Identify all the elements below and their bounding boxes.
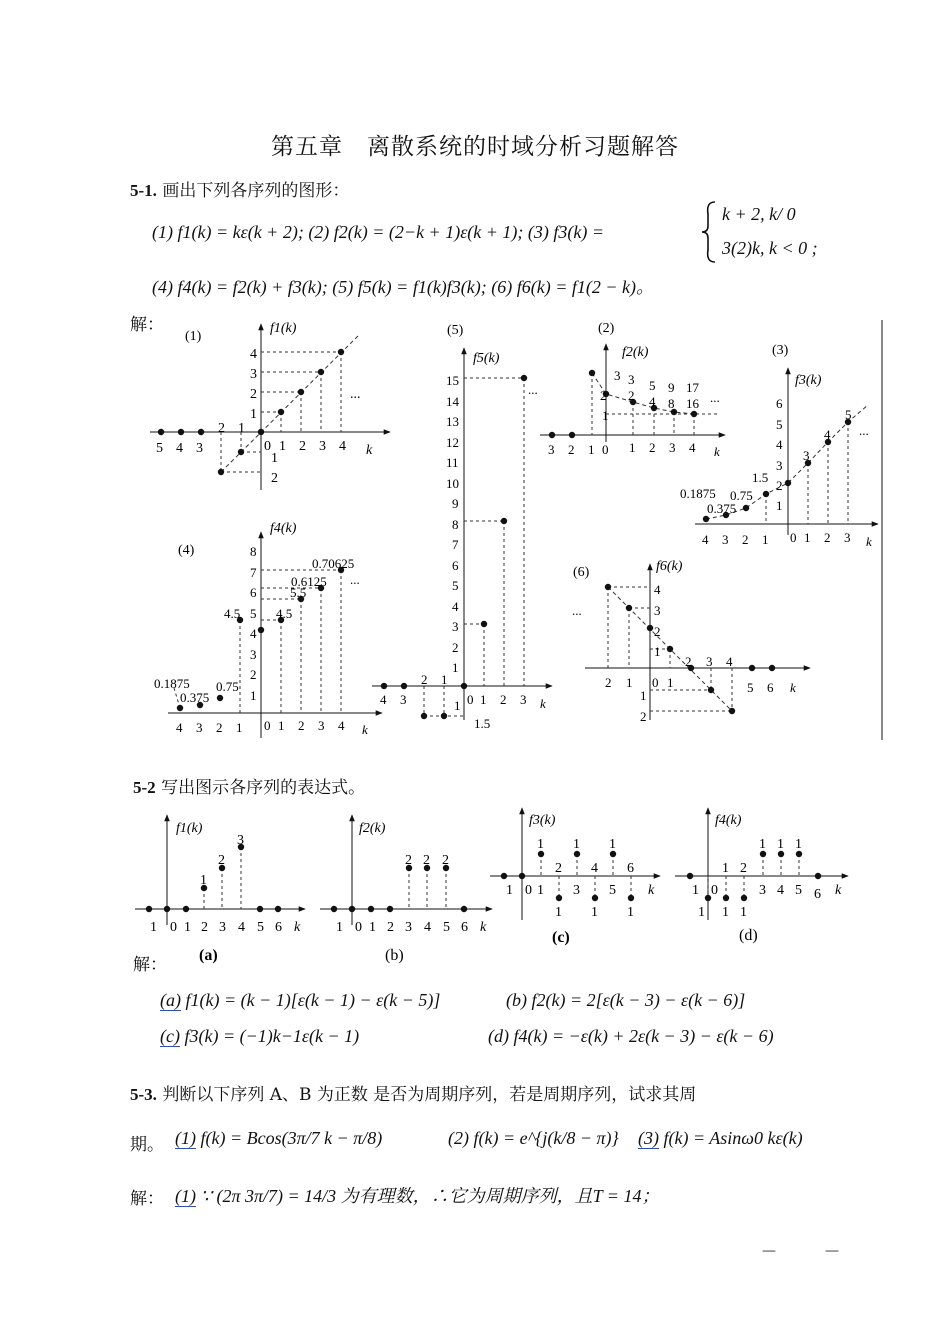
svg-text:9: 9 — [452, 496, 459, 511]
svg-text:1: 1 — [759, 837, 766, 852]
item-1: (1) f(k) = Bcos(3π/7 k − π/8) — [175, 1128, 383, 1148]
svg-text:2: 2 — [452, 640, 459, 655]
svg-text:3: 3 — [844, 530, 851, 545]
svg-text:6: 6 — [250, 585, 257, 600]
plot-1-tag: (1) — [185, 329, 202, 344]
svg-text:3: 3 — [318, 718, 325, 733]
figure-5-2 — [130, 800, 860, 964]
svg-text:k: k — [362, 722, 368, 737]
svg-text:0: 0 — [264, 439, 271, 454]
svg-text:2: 2 — [568, 442, 575, 457]
svg-text:8: 8 — [250, 544, 257, 559]
plot-b — [320, 815, 492, 935]
problem-number: 5-1. — [130, 181, 157, 200]
plot-4-tag: (4) — [178, 543, 195, 558]
svg-text:1: 1 — [236, 720, 243, 735]
problem-text: 写出图示各序列的表达式。 — [161, 778, 366, 798]
svg-text:16: 16 — [686, 396, 699, 411]
svg-text:1: 1 — [762, 532, 769, 547]
svg-text:2: 2 — [423, 853, 430, 868]
svg-text:4: 4 — [591, 861, 598, 876]
svg-text:3: 3 — [250, 647, 257, 662]
svg-text:5: 5 — [257, 920, 264, 935]
svg-text:1: 1 — [776, 498, 783, 513]
svg-text:1: 1 — [200, 873, 207, 888]
svg-text:1: 1 — [279, 439, 286, 454]
svg-text:3: 3 — [654, 603, 661, 618]
svg-text:2: 2 — [387, 920, 394, 935]
tag-d: (d) — [739, 927, 758, 944]
svg-text:...: ... — [572, 603, 582, 618]
svg-text:...: ... — [859, 423, 869, 438]
problem-5-2-heading — [133, 773, 365, 798]
answer-a: (a) f1(k) = (k − 1)[ε(k − 1) − ε(k − 5)] — [160, 990, 441, 1010]
svg-text:1: 1 — [591, 905, 598, 920]
svg-text:4: 4 — [338, 718, 345, 733]
svg-text:4: 4 — [689, 440, 696, 455]
svg-text:3: 3 — [196, 720, 203, 735]
svg-text:k: k — [648, 883, 655, 898]
plot-2-tag: (2) — [598, 321, 615, 336]
solution-label: 解： — [130, 315, 164, 335]
svg-text:2: 2 — [218, 853, 225, 868]
svg-text:4: 4 — [424, 920, 431, 935]
svg-text:4: 4 — [176, 720, 183, 735]
svg-text:3: 3 — [722, 532, 729, 547]
svg-text:3: 3 — [548, 442, 555, 457]
svg-text:12: 12 — [446, 435, 459, 450]
problem-number: 5-3. — [130, 1085, 157, 1104]
svg-text:2: 2 — [605, 675, 612, 690]
svg-text:4: 4 — [250, 626, 257, 641]
svg-text:15: 15 — [446, 373, 459, 388]
plot-c — [490, 808, 660, 920]
svg-text:5: 5 — [776, 417, 783, 432]
svg-text:1: 1 — [454, 698, 461, 713]
svg-text:3: 3 — [706, 654, 713, 669]
svg-text:1: 1 — [278, 718, 285, 733]
svg-text:8: 8 — [452, 517, 459, 532]
svg-text:0: 0 — [525, 883, 532, 898]
svg-text:5: 5 — [443, 920, 450, 935]
svg-text:1.5: 1.5 — [752, 470, 769, 485]
svg-text:4: 4 — [452, 599, 459, 614]
svg-text:4: 4 — [339, 439, 346, 454]
svg-text:0: 0 — [264, 718, 271, 733]
svg-text:0: 0 — [170, 920, 177, 935]
plot-d — [675, 808, 848, 920]
plot-3-tag: (3) — [772, 343, 789, 358]
svg-text:10: 10 — [446, 476, 459, 491]
svg-text:2: 2 — [216, 720, 223, 735]
problem-5-3-heading — [130, 1080, 696, 1105]
svg-text:9: 9 — [668, 380, 675, 395]
svg-text:3: 3 — [237, 833, 244, 848]
svg-text:4: 4 — [654, 582, 661, 597]
plot-5 — [372, 323, 552, 731]
equation-row-2: (4) f4(k) = f2(k) + f3(k); (5) f5(k) = f1(k)f3(k); (6) f6(k) = f1(2 − k)。 — [152, 277, 655, 297]
plot-4-fn: f4(k) — [270, 521, 297, 536]
plot-1 — [150, 321, 390, 490]
svg-text:1: 1 — [369, 920, 376, 935]
svg-text:3: 3 — [776, 458, 783, 473]
svg-text:2: 2 — [824, 530, 831, 545]
svg-text:4: 4 — [777, 883, 784, 898]
solution-label: 解： — [130, 1189, 164, 1209]
svg-text:0.70625: 0.70625 — [312, 556, 355, 571]
footer-mark-right: — — [825, 1243, 839, 1259]
svg-text:2: 2 — [649, 440, 656, 455]
svg-text:...: ... — [350, 387, 361, 402]
svg-text:4.5: 4.5 — [224, 606, 241, 621]
item-3: (3) f(k) = Asinω0 kε(k) — [638, 1128, 803, 1148]
svg-text:f3(k): f3(k) — [529, 813, 556, 828]
plot-6 — [572, 559, 810, 724]
svg-text:6: 6 — [461, 920, 468, 935]
svg-text:2: 2 — [500, 692, 507, 707]
svg-text:2: 2 — [298, 718, 305, 733]
svg-text:1: 1 — [555, 905, 562, 920]
figure-5-1 — [140, 310, 890, 745]
svg-text:1: 1 — [184, 920, 191, 935]
svg-text:1: 1 — [441, 672, 448, 687]
svg-text:5: 5 — [747, 680, 754, 695]
svg-text:1: 1 — [609, 837, 616, 852]
svg-text:2: 2 — [776, 478, 783, 493]
svg-text:2: 2 — [740, 861, 747, 876]
svg-text:k: k — [790, 680, 796, 695]
piecewise-brace-icon — [700, 200, 720, 264]
svg-text:...: ... — [710, 390, 720, 405]
plot-5-fn: f5(k) — [473, 351, 500, 366]
svg-text:5: 5 — [649, 378, 656, 393]
svg-text:4: 4 — [702, 532, 709, 547]
svg-text:6: 6 — [814, 887, 821, 902]
svg-text:2: 2 — [271, 471, 278, 486]
plot-1-fn: f1(k) — [270, 321, 297, 336]
svg-text:1: 1 — [537, 883, 544, 898]
svg-text:3: 3 — [614, 368, 621, 383]
svg-text:1: 1 — [602, 408, 609, 423]
svg-text:3: 3 — [803, 448, 810, 463]
svg-text:1: 1 — [626, 675, 633, 690]
svg-text:1: 1 — [588, 442, 595, 457]
svg-text:k: k — [294, 920, 301, 935]
svg-text:2: 2 — [250, 667, 257, 682]
svg-text:3: 3 — [250, 367, 257, 382]
footer-mark-left: — — [762, 1243, 776, 1259]
problem-5-3-qi: 期。 — [130, 1135, 164, 1155]
svg-text:1: 1 — [804, 530, 811, 545]
svg-text:4: 4 — [649, 394, 656, 409]
svg-text:0.1875: 0.1875 — [680, 486, 716, 501]
svg-text:5: 5 — [795, 883, 802, 898]
svg-text:7: 7 — [452, 537, 459, 552]
svg-text:1: 1 — [698, 905, 705, 920]
svg-text:2: 2 — [628, 388, 635, 403]
equation-row-1: (1) f1(k) = kε(k + 2); (2) f2(k) = (2−k + 1)ε(k + 1); (3) f3(k) = — [152, 222, 605, 242]
problem-text: 判断以下序列 A、B 为正数 是否为周期序列，若是周期序列，试求其周 — [162, 1085, 697, 1105]
svg-text:0.1875: 0.1875 — [154, 676, 190, 691]
solution-label: 解： — [133, 955, 167, 975]
svg-text:3: 3 — [520, 692, 527, 707]
svg-text:1: 1 — [654, 644, 661, 659]
svg-text:0.75: 0.75 — [216, 679, 239, 694]
svg-text:1.5: 1.5 — [474, 716, 491, 731]
svg-text:3: 3 — [319, 439, 326, 454]
svg-text:1: 1 — [777, 837, 784, 852]
problem-text: 画出下列各序列的图形： — [162, 181, 350, 201]
svg-text:5: 5 — [250, 606, 257, 621]
svg-text:11: 11 — [446, 455, 459, 470]
svg-text:4: 4 — [176, 441, 183, 456]
svg-text:3: 3 — [669, 440, 676, 455]
svg-text:6: 6 — [767, 680, 774, 695]
svg-text:f2(k): f2(k) — [359, 821, 386, 836]
plot-5-tag: (5) — [447, 323, 464, 338]
svg-text:k: k — [366, 443, 373, 458]
problem-number: 5-2 — [133, 778, 156, 797]
svg-text:0: 0 — [355, 920, 362, 935]
svg-text:2: 2 — [421, 672, 428, 687]
piecewise-case-2: 3(2)k, k < 0 ; — [722, 238, 818, 258]
svg-text:0: 0 — [652, 675, 659, 690]
svg-text:17: 17 — [686, 380, 699, 395]
svg-text:6: 6 — [275, 920, 282, 935]
svg-text:3: 3 — [400, 692, 407, 707]
svg-text:2: 2 — [218, 421, 225, 436]
svg-text:...: ... — [350, 572, 360, 587]
svg-text:k: k — [714, 444, 720, 459]
svg-text:k: k — [835, 883, 842, 898]
svg-text:0.375: 0.375 — [707, 501, 737, 516]
svg-text:2: 2 — [250, 387, 257, 402]
svg-text:k: k — [866, 534, 872, 549]
svg-text:1: 1 — [692, 883, 699, 898]
tag-c: (c) — [552, 929, 570, 946]
svg-text:2: 2 — [555, 861, 562, 876]
plot-a — [135, 815, 305, 935]
page-title: 第五章 离散系统的时域分析习题解答 — [271, 134, 679, 160]
svg-text:1: 1 — [250, 688, 257, 703]
svg-text:1: 1 — [150, 920, 157, 935]
svg-text:1: 1 — [629, 440, 636, 455]
svg-text:1: 1 — [667, 675, 674, 690]
svg-text:2: 2 — [654, 624, 661, 639]
answer-c: (c) f3(k) = (−1)k−1ε(k − 1) — [160, 1026, 360, 1046]
item-2: (2) f(k) = e^{j(k/8 − π)} — [448, 1128, 619, 1148]
svg-text:1: 1 — [795, 837, 802, 852]
plot-3 — [680, 343, 878, 549]
svg-text:13: 13 — [446, 414, 459, 429]
problem-5-1-heading — [130, 176, 349, 201]
plot-6-fn: f6(k) — [656, 559, 683, 574]
svg-text:1: 1 — [537, 837, 544, 852]
svg-text:3: 3 — [759, 883, 766, 898]
answer-5-3-1: (1) ∵ (2π 3π/7) = 14/3 为有理数，∴它为周期序列，且T = 14； — [175, 1186, 660, 1206]
svg-text:5: 5 — [156, 441, 163, 456]
svg-text:1: 1 — [271, 451, 278, 466]
svg-text:4: 4 — [776, 437, 783, 452]
svg-text:1: 1 — [480, 692, 487, 707]
svg-text:1: 1 — [740, 905, 747, 920]
svg-text:...: ... — [528, 382, 538, 397]
svg-text:14: 14 — [446, 394, 459, 409]
svg-text:8: 8 — [668, 396, 675, 411]
svg-text:0.6125: 0.6125 — [291, 574, 327, 589]
svg-text:0: 0 — [711, 883, 718, 898]
svg-text:3: 3 — [573, 883, 580, 898]
svg-text:4: 4 — [238, 920, 245, 935]
svg-text:2: 2 — [742, 532, 749, 547]
svg-text:3: 3 — [196, 441, 203, 456]
svg-text:0.375: 0.375 — [180, 690, 210, 705]
svg-text:4: 4 — [250, 347, 257, 362]
svg-text:2: 2 — [640, 709, 647, 724]
svg-text:k: k — [540, 696, 546, 711]
svg-text:1: 1 — [573, 837, 580, 852]
svg-text:5: 5 — [452, 578, 459, 593]
answer-c-tag: (c) — [160, 1026, 180, 1046]
plot-4 — [154, 521, 382, 738]
piecewise-case-1: k + 2, k/ 0 — [722, 204, 796, 224]
svg-text:7: 7 — [250, 565, 257, 580]
svg-text:f1(k): f1(k) — [176, 821, 203, 836]
plot-2 — [540, 321, 725, 459]
svg-text:3: 3 — [628, 372, 635, 387]
svg-text:2: 2 — [405, 853, 412, 868]
answer-a-tag: (a) — [160, 990, 181, 1010]
svg-text:1: 1 — [722, 861, 729, 876]
svg-text:3: 3 — [219, 920, 226, 935]
svg-text:6: 6 — [452, 558, 459, 573]
plot-6-tag: (6) — [573, 565, 590, 580]
svg-text:2: 2 — [600, 388, 607, 403]
tag-b: (b) — [385, 947, 404, 964]
svg-text:f4(k): f4(k) — [715, 813, 742, 828]
svg-text:3: 3 — [405, 920, 412, 935]
tag-a: (a) — [199, 947, 218, 964]
svg-text:1: 1 — [250, 407, 257, 422]
plot-2-fn: f2(k) — [622, 345, 649, 360]
answer-d: (d) f4(k) = −ε(k) + 2ε(k − 3) − ε(k − 6) — [488, 1026, 774, 1046]
svg-text:4: 4 — [824, 427, 831, 442]
svg-text:4.5: 4.5 — [276, 606, 293, 621]
svg-text:1: 1 — [238, 421, 245, 436]
svg-text:4: 4 — [726, 654, 733, 669]
svg-text:5: 5 — [845, 407, 852, 422]
svg-text:1: 1 — [722, 905, 729, 920]
svg-text:2: 2 — [442, 853, 449, 868]
svg-text:1: 1 — [627, 905, 634, 920]
svg-text:2: 2 — [299, 439, 306, 454]
svg-text:0: 0 — [602, 442, 609, 457]
svg-text:6: 6 — [776, 396, 783, 411]
svg-text:0.75: 0.75 — [730, 488, 753, 503]
answer-b: (b) f2(k) = 2[ε(k − 3) − ε(k − 6)] — [506, 990, 746, 1010]
svg-text:1: 1 — [336, 920, 343, 935]
svg-text:5: 5 — [609, 883, 616, 898]
svg-text:1: 1 — [506, 883, 513, 898]
svg-text:6: 6 — [627, 861, 634, 876]
svg-text:2: 2 — [201, 920, 208, 935]
svg-text:3: 3 — [452, 619, 459, 634]
svg-text:1: 1 — [640, 688, 647, 703]
plot-3-fn: f3(k) — [795, 373, 822, 388]
svg-text:4: 4 — [380, 692, 387, 707]
svg-text:0: 0 — [790, 530, 797, 545]
svg-text:1: 1 — [452, 660, 459, 675]
svg-text:0: 0 — [467, 692, 474, 707]
svg-text:2: 2 — [685, 654, 692, 669]
svg-text:k: k — [480, 920, 487, 935]
svg-text:5.5: 5.5 — [290, 585, 307, 600]
